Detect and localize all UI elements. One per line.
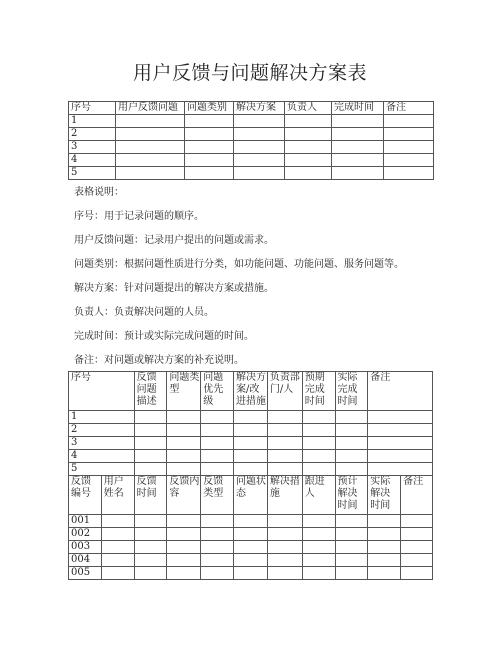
row-number: 2	[69, 424, 135, 437]
feedback-table	[68, 101, 434, 180]
header-cell: 跟进人	[302, 476, 335, 515]
row-number: 3	[69, 437, 135, 450]
row-number: 5	[69, 167, 116, 180]
row-number: 001	[69, 515, 102, 528]
header-cell: 反馈时间	[134, 476, 167, 515]
table-row	[69, 515, 433, 528]
header-cell: 解决措施	[267, 476, 302, 515]
table-row	[69, 437, 433, 450]
header-cell: 负责人	[285, 102, 332, 115]
header-cell: 实际解决时间	[368, 476, 401, 515]
header-cell: 预计解决时间	[335, 476, 368, 515]
table-header-row	[69, 102, 434, 115]
note-item: 负责人：负责解决问题的人员。	[74, 307, 214, 318]
header-cell: 反馈内容	[167, 476, 201, 515]
table-row	[69, 463, 433, 476]
table-row	[69, 554, 433, 567]
row-number: 5	[69, 463, 135, 476]
document-title: 用户反馈与问题解决方案表	[132, 62, 367, 84]
table-row	[69, 450, 433, 463]
note-item: 序号：用于记录问题的顺序。	[74, 211, 204, 222]
table-row	[69, 141, 434, 154]
header-cell: 反馈编号	[69, 476, 102, 515]
note-item: 解决方案：针对问题提出的解决方案或措施。	[74, 283, 274, 294]
header-cell: 解决方案/改进措施	[234, 372, 268, 411]
header-cell: 问题状态	[234, 476, 268, 515]
row-number: 1	[69, 115, 116, 128]
row-number: 002	[69, 528, 102, 541]
note-item: 完成时间：预计或实际完成问题的时间。	[74, 331, 254, 342]
header-cell: 预期完成时间	[302, 372, 335, 411]
row-number: 1	[69, 411, 135, 424]
header-cell: 问题类型	[167, 372, 201, 411]
header-cell: 反馈问题描述	[134, 372, 167, 411]
feedback-tracking-table	[68, 371, 433, 580]
row-number: 3	[69, 141, 116, 154]
table-row	[69, 154, 434, 167]
table-row	[69, 567, 433, 580]
note-item: 用户反馈问题：记录用户提出的问题或需求。	[74, 235, 274, 246]
note-item: 备注：对问题或解决方案的补充说明。	[74, 355, 244, 366]
header-cell: 序号	[69, 102, 116, 115]
row-number: 4	[69, 154, 116, 167]
table-row	[69, 167, 434, 180]
table-header-row	[69, 372, 433, 411]
table-row	[69, 128, 434, 141]
table-row	[69, 115, 434, 128]
note-item: 问题类别：根据问题性质进行分类，如功能问题、功能问题、服务问题等。	[74, 259, 404, 270]
header-cell: 反馈类型	[201, 476, 234, 515]
header-cell: 备注	[368, 372, 433, 411]
row-number: 4	[69, 450, 135, 463]
table-row	[69, 541, 433, 554]
header-cell: 用户姓名	[101, 476, 134, 515]
header-cell: 序号	[69, 372, 135, 411]
table-row	[69, 411, 433, 424]
header-cell: 解决方案	[234, 102, 285, 115]
row-number: 005	[69, 567, 102, 580]
header-cell: 备注	[401, 476, 433, 515]
header-cell: 问题优先级	[201, 372, 234, 411]
header-cell: 备注	[384, 102, 434, 115]
row-number: 2	[69, 128, 116, 141]
row-number: 004	[69, 554, 102, 567]
header-cell: 完成时间	[332, 102, 384, 115]
header-cell: 实际完成时间	[335, 372, 368, 411]
table-header-row	[69, 476, 433, 515]
row-number: 003	[69, 541, 102, 554]
header-cell: 用户反馈问题	[116, 102, 185, 115]
table-row	[69, 424, 433, 437]
notes-heading: 表格说明：	[74, 187, 124, 198]
header-cell: 负责部门/人	[267, 372, 302, 411]
header-cell: 问题类别	[185, 102, 234, 115]
table-row	[69, 528, 433, 541]
